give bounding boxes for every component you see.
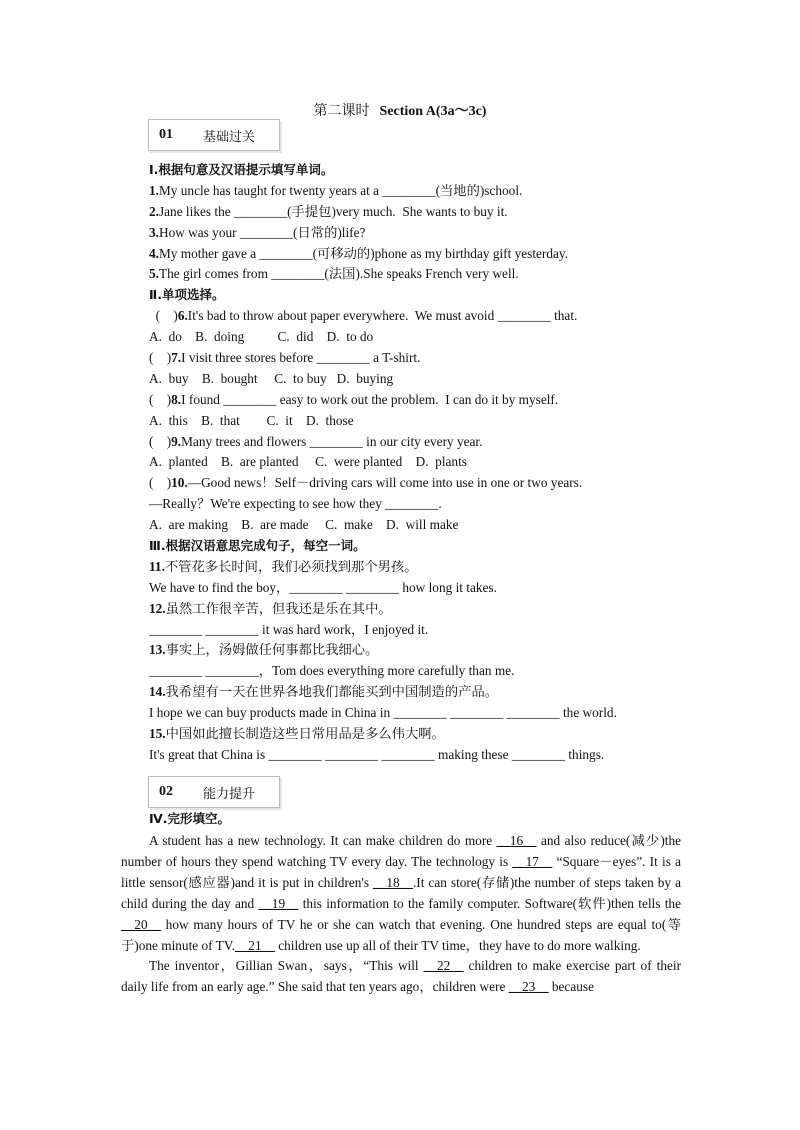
question-text: I visit three stores before ________ a T-shirt. — [181, 350, 421, 366]
text-line: I hope we can buy products made in China in ________ ________ ________ the world. — [149, 705, 617, 721]
text-line: It's great that China is ________ ________ ________ making these ________ things. — [149, 746, 605, 762]
question-line — [149, 181, 681, 202]
section-label: Section A(3a～3c) — [379, 104, 487, 119]
blank-number: __23__ — [508, 979, 549, 995]
question-line — [149, 557, 681, 578]
question-text: Many trees and flowers ________ in our city every year. — [181, 433, 483, 449]
passage-text: A student has a new technology. It can make children do more — [149, 833, 497, 848]
text-line: ________ ________，Tom does everything more carefully than me. — [149, 663, 515, 679]
question-text: 中国如此擅长制造这些日常用品是多么伟大啊。 — [165, 726, 445, 742]
question-text: 事实上，汤姆做任何事都比我细心。 — [165, 642, 379, 658]
section-heading: Ⅱ.单项选择。 — [149, 287, 225, 303]
question-text: It's bad to throw about paper everywhere. We must avoid ________ that. — [187, 308, 578, 324]
passage-text: and also reduce(减少)the number of hours they spend watching TV every day. The technology is — [121, 833, 681, 869]
question-line — [149, 640, 681, 661]
question-number: 9. — [171, 433, 182, 449]
question-line — [149, 306, 681, 327]
section-badge-basic — [148, 119, 280, 151]
question-number: 1. — [149, 182, 159, 198]
passage-text: this information to the family computer. Software(软件)then tells the — [298, 895, 681, 911]
question-line — [149, 244, 681, 265]
question-number: 4. — [149, 245, 159, 261]
text-line: A. do B. doing C. did D. to do — [149, 329, 374, 345]
text-line: A. buy B. bought C. to buy D. buying — [149, 370, 394, 386]
question-line — [149, 599, 681, 620]
question-text: 不管花多长时间，我们必须找到那个男孩。 — [164, 558, 418, 574]
question-text: 虽然工作很辛苦，但我还是乐在其中。 — [165, 600, 392, 616]
question-text: I found ________ easy to work out the problem. I can do it by myself. — [181, 391, 559, 407]
passage-text: children use up all of their TV time，they have to do more walking. — [274, 937, 641, 953]
cloze-heading-wrap — [149, 809, 681, 830]
blank-number: __19__ — [258, 895, 299, 911]
question-number: 8. — [171, 391, 182, 407]
badge-label: 基础过关 — [203, 129, 256, 145]
passage-text: “Square－eyes”. It is a little sensor(感应器)and it is put in children's — [121, 853, 681, 890]
question-number: 3. — [149, 224, 159, 240]
badge-label: 能力提升 — [203, 786, 256, 802]
text-line: A. are making B. are made C. make D. will make — [149, 517, 459, 533]
question-text: 我希望有一天在世界各地我们都能买到中国制造的产品。 — [165, 684, 499, 700]
question-line — [149, 223, 681, 244]
question-text: —Good news！Self－driving cars will come into use in one or two years. — [187, 475, 583, 491]
question-line — [149, 682, 681, 703]
answer-bracket: ( ) — [149, 308, 178, 324]
question-line — [149, 473, 681, 494]
answer-bracket: ( ) — [149, 475, 172, 491]
lesson-label: 第二课时 — [313, 104, 370, 119]
question-text: My mother gave a ________(可移动的)phone as my birthday gift yesterday. — [158, 245, 569, 261]
blank-number: __18__ — [373, 874, 413, 890]
passage-text: how many hours of TV he or she can watch that evening. One hundred steps are equal to(等于)one minute of TV. — [121, 916, 681, 953]
question-text: The girl comes from ________(法国).She speaks French very well. — [158, 266, 519, 282]
question-text: My uncle has taught for twenty years at a ________(当地的)school. — [158, 182, 523, 198]
text-line: A. this B. that C. it D. those — [149, 412, 354, 428]
question-number: 5. — [149, 266, 159, 282]
cloze-passage — [121, 831, 681, 998]
passage-text: The inventor，Gillian Swan，says，“This will — [149, 958, 424, 974]
badge-number: 01 — [159, 127, 173, 142]
text-line: A. planted B. are planted C. were planted D. plants — [149, 454, 467, 470]
question-text: How was your ________(日常的)life? — [158, 224, 366, 240]
badge-number: 02 — [159, 784, 173, 799]
blank-number: __16__ — [496, 833, 537, 848]
text-line: ________ ________ it was hard work，I enjoyed it. — [149, 621, 429, 637]
question-line — [149, 348, 681, 369]
exercise-lines — [149, 160, 681, 766]
text-line: —Really？We're expecting to see how they ________. — [149, 496, 442, 512]
question-line — [149, 432, 681, 453]
text-line: We have to find the boy，________ ________ how long it takes. — [149, 579, 497, 595]
question-number: 2. — [149, 203, 159, 219]
section-heading: Ⅰ.根据句意及汉语提示填写单词。 — [149, 162, 334, 177]
section-heading: Ⅲ.根据汉语意思完成句子，每空一词。 — [149, 538, 366, 554]
question-line — [149, 264, 681, 285]
passage-paragraph — [121, 831, 681, 956]
section-badge-advanced — [148, 776, 280, 808]
question-number: 10. — [171, 475, 188, 491]
question-number: 7. — [171, 350, 182, 366]
question-number: 15. — [149, 726, 166, 742]
page-title — [0, 100, 800, 120]
answer-bracket: ( ) — [149, 433, 172, 449]
question-number: 13. — [149, 642, 166, 658]
question-line — [149, 390, 681, 411]
question-text: Jane likes the ________(手提包)very much. She wants to buy it. — [158, 203, 508, 219]
blank-number: __21__ — [235, 937, 275, 953]
passage-text: .It can store(存储)the number of steps taken by a child during the day and — [121, 874, 681, 911]
blank-number: __20__ — [121, 916, 161, 932]
blank-number: __17__ — [512, 853, 553, 869]
blank-number: __22__ — [423, 958, 464, 974]
passage-text: children to make exercise part of their daily life from an early age.” She said that ten years ago，children were — [121, 958, 681, 995]
answer-bracket: ( ) — [149, 350, 172, 366]
passage-paragraph — [121, 956, 681, 998]
passage-text: because — [548, 979, 594, 995]
answer-bracket: ( ) — [149, 391, 172, 407]
cloze-heading: Ⅳ.完形填空。 — [149, 811, 230, 826]
question-number: 14. — [149, 684, 166, 700]
question-number: 11. — [149, 558, 165, 574]
question-number: 12. — [149, 600, 166, 616]
question-number: 6. — [177, 308, 188, 324]
question-line — [149, 202, 681, 223]
question-line — [149, 724, 681, 745]
